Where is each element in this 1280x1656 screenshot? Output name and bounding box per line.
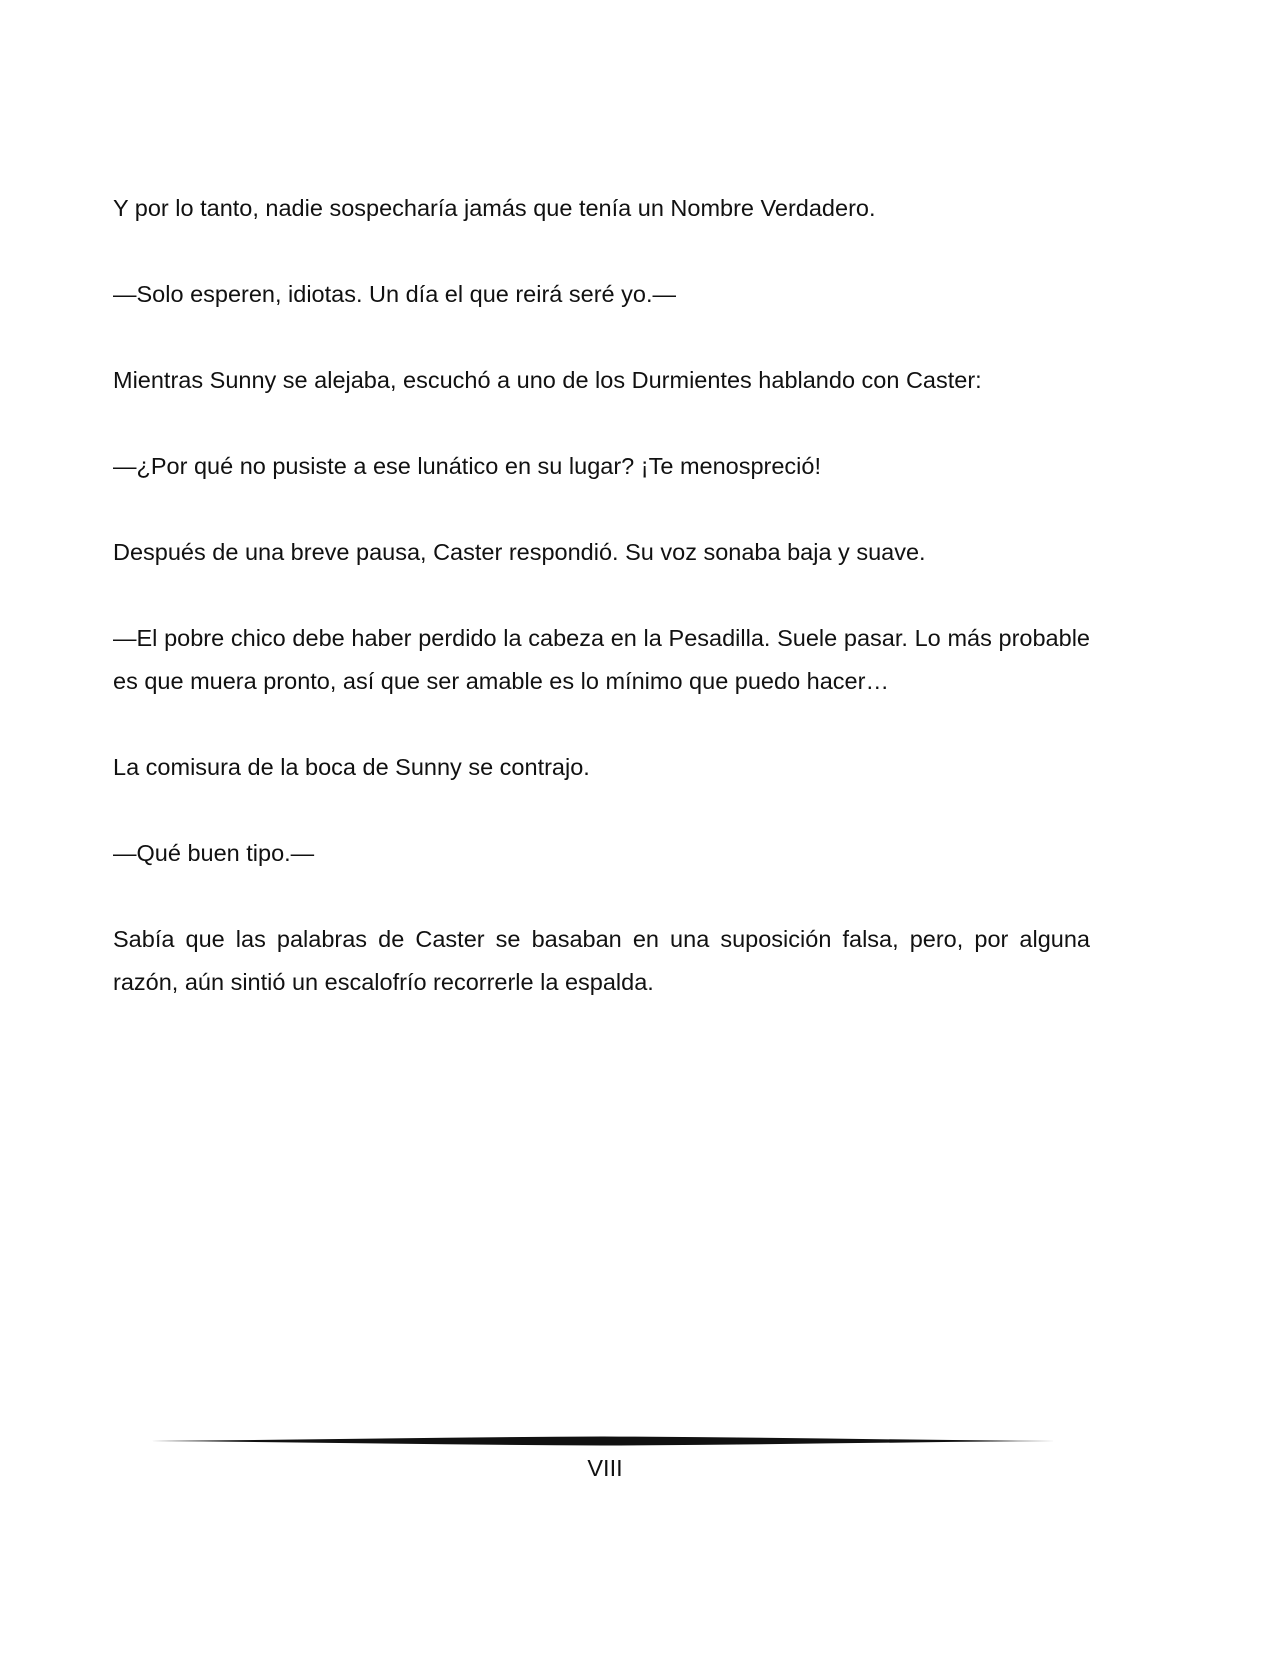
paragraph: —El pobre chico debe haber perdido la cabeza en la Pesadilla. Suele pasar. Lo más probable es que muera pronto, así que ser amable es lo mínimo que puedo hacer… [113,625,1090,694]
paragraph: —¿Por qué no pusiste a ese lunático en su lugar? ¡Te menospreció! [113,453,822,479]
paragraph: Y por lo tanto, nadie sospecharía jamás que tenía un Nombre Verdadero. [113,195,876,221]
paragraph: Después de una breve pausa, Caster respondió. Su voz sonaba baja y suave. [113,539,926,565]
paragraph: —Qué buen tipo.— [113,840,315,866]
body-text [113,187,1090,1047]
paragraph: Mientras Sunny se alejaba, escuchó a uno de los Durmientes hablando con Caster: [113,367,982,393]
paragraph: Sabía que las palabras de Caster se basaban en una suposición falsa, pero, por alguna razón, aún sintió un escalofrío recorrerle la espalda. [113,926,1090,995]
footer-divider [151,1435,1055,1447]
page-number: VIII [587,1455,623,1481]
paragraph: La comisura de la boca de Sunny se contrajo. [113,754,590,780]
paragraph: —Solo esperen, idiotas. Un día el que reirá seré yo.— [113,281,676,307]
